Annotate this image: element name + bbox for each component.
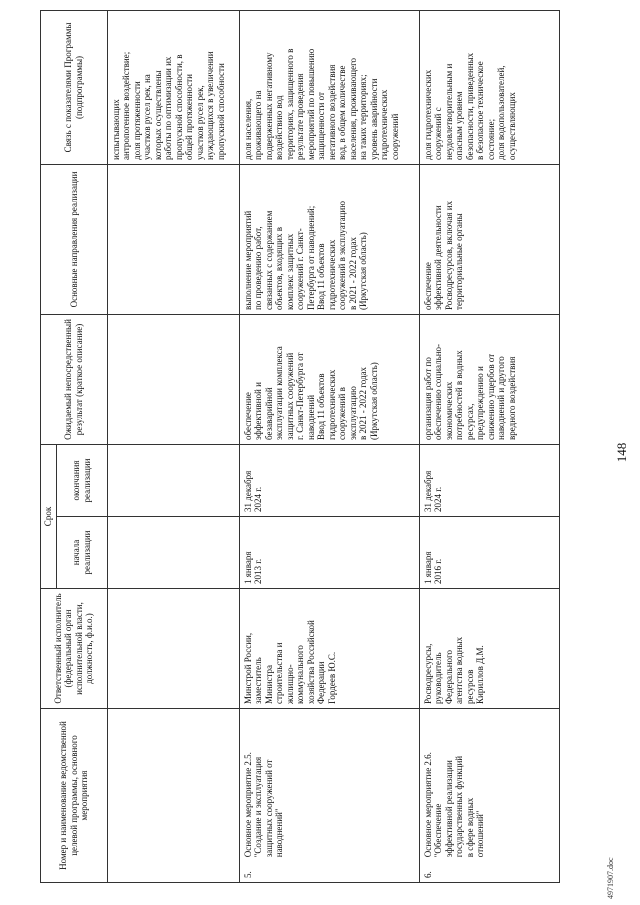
cell-line: руководитель xyxy=(433,652,444,704)
table-row xyxy=(239,10,419,882)
cell-line: сооружений с xyxy=(433,107,444,160)
cell-line: 31 декабря xyxy=(422,470,433,512)
cell-line: обеспечению социально- xyxy=(433,343,444,440)
cell-line: негативного воздействия xyxy=(326,64,337,160)
cell-line: ресурсов xyxy=(464,669,475,704)
cell-line: доля гидротехнических xyxy=(422,69,433,160)
cell-line: (Иркутская область) xyxy=(368,362,379,440)
cell-line: организация работ по xyxy=(422,357,433,440)
cell-line: обеспечение xyxy=(242,392,253,440)
cell-line: коммунального xyxy=(295,645,306,704)
cell-line: сооружений xyxy=(389,113,400,160)
row-name xyxy=(243,752,285,857)
cell-line: испытывающих xyxy=(110,99,121,160)
row-executor xyxy=(107,589,239,709)
cell-line: отношений" xyxy=(475,810,486,858)
cell-line: доля водопользователей, xyxy=(496,65,507,160)
row-directions xyxy=(239,164,419,314)
cell-line: территориях, защищенного в xyxy=(284,48,295,160)
cell-line: которых осуществлены xyxy=(152,70,163,160)
cell-line: эффективной реализации xyxy=(443,760,454,858)
cell-line: экономических xyxy=(443,381,454,440)
row-indicators xyxy=(419,10,559,164)
cell-line: заместитель xyxy=(253,657,264,704)
row-name-cell xyxy=(419,709,559,883)
cell-line: предупреждению и xyxy=(475,366,486,440)
cell-line: пропускной способности, в xyxy=(173,54,184,160)
cell-line: на таких территориях; xyxy=(358,74,369,160)
header-end: окончания реализации xyxy=(56,444,107,516)
cell-line: Основное мероприятие 2.5. xyxy=(242,752,253,858)
cell-line: защитных сооружений xyxy=(284,352,295,440)
row-executor xyxy=(239,589,419,709)
cell-line: эффективной и xyxy=(253,382,264,440)
cell-line: агентства водных xyxy=(454,636,465,704)
cell-line: состояние; xyxy=(485,118,496,160)
cell-line: сооружений в xyxy=(337,387,348,440)
cell-line: неудовлетворительным и xyxy=(443,63,454,160)
cell-line: Федерального xyxy=(443,649,454,704)
header-indicators: Связь с показателями Программы (подпрограммы) xyxy=(41,10,108,164)
row-executor xyxy=(419,589,559,709)
cell-line: участков русел рек, на xyxy=(142,74,153,160)
cell-line: комплекс защитных xyxy=(284,233,295,310)
cell-line: 2024 г. xyxy=(433,486,444,512)
cell-line: Ввод 11 объектов xyxy=(316,243,327,310)
header-row-1 xyxy=(41,10,57,882)
row-result xyxy=(239,314,419,444)
page-number: 148 xyxy=(614,442,629,463)
cell-line: государственных функций xyxy=(454,755,465,858)
cell-line: в сфере водных xyxy=(464,797,475,858)
cell-line: пропускной способности xyxy=(215,63,226,160)
cell-line: работы по оптимизации их xyxy=(163,56,174,160)
row-name-cell xyxy=(239,709,419,883)
cell-line: 1 января xyxy=(242,551,253,584)
cell-line: проживающего на xyxy=(253,90,264,160)
cell-line: опасным уровнем xyxy=(454,91,465,160)
row-end xyxy=(239,444,419,516)
cell-line: Ввод 11 объектов xyxy=(316,373,327,440)
cell-line: сооружений г. Санкт- xyxy=(295,228,306,310)
cell-line: снижению ущербов от xyxy=(485,353,496,440)
cell-line: по проведению работ, xyxy=(253,226,264,310)
cell-line: г. Санкт-Петербурга от xyxy=(295,352,306,440)
cell-line: участков русел рек, xyxy=(194,85,205,160)
row-name-cell xyxy=(107,709,239,883)
cell-line: защитных сооружений от xyxy=(263,759,274,858)
cell-line: в безопасное техническое xyxy=(475,61,486,160)
cell-line: жилищно- xyxy=(284,664,295,704)
cell-line: Росводресурсы, xyxy=(422,643,433,704)
cell-line: результате проведения xyxy=(295,73,306,160)
cell-line: Министра xyxy=(263,665,274,704)
cell-line: объектов, входящих в xyxy=(274,227,285,310)
table-row xyxy=(107,10,239,882)
row-indicators xyxy=(107,10,239,164)
cell-line: потребностей в водных xyxy=(454,350,465,440)
row-result xyxy=(107,314,239,444)
cell-line: вод, в общем количестве xyxy=(337,65,348,160)
header-executor: Ответственный исполнитель (федеральный орган исполнительной власти, должность, ф.и.о.) xyxy=(41,589,108,709)
cell-line: наводнений xyxy=(305,394,316,440)
cell-line: связанных с содержанием xyxy=(263,210,274,310)
header-result: Ожидаемый непосредственный результат (краткое описание) xyxy=(41,314,108,444)
cell-line: уровень аварийности xyxy=(368,78,379,160)
cell-line: в 2021 - 2022 годах xyxy=(347,236,358,310)
cell-line: 2013 г. xyxy=(253,558,264,584)
cell-line: 1 января xyxy=(422,551,433,584)
program-measures-table xyxy=(40,10,560,883)
cell-line: ресурсах, xyxy=(464,403,475,440)
cell-line: общей протяженности xyxy=(184,74,195,160)
cell-line: осуществляющих xyxy=(506,92,517,160)
cell-line: нуждающихся в увеличении xyxy=(205,51,216,160)
row-start xyxy=(107,517,239,589)
cell-line: эксплуатации комплекса xyxy=(274,346,285,440)
cell-line: Федерации xyxy=(316,661,327,704)
cell-line: в 2021 - 2022 годах xyxy=(358,366,369,440)
cell-line: Петербурга от наводнений; xyxy=(305,205,316,310)
cell-line: выполнение мероприятий xyxy=(242,210,253,310)
cell-line: территориальные органы xyxy=(454,213,465,310)
header-start: начала реализации xyxy=(56,517,107,589)
cell-line: антропогенное воздействие; xyxy=(121,51,132,160)
header-term: Срок xyxy=(41,444,57,588)
cell-line: "Обеспечение xyxy=(433,803,444,858)
cell-line: наводнений и другого xyxy=(496,356,507,440)
cell-line: доля протяженности xyxy=(131,81,142,160)
cell-line: населения, проживающего xyxy=(347,57,358,160)
cell-line: безаварийной xyxy=(263,387,274,440)
header-name: Номер и наименование ведомственной целевой программы, основного мероприятия xyxy=(41,709,108,883)
cell-line: гидротехнических xyxy=(326,369,337,440)
cell-line: обеспечение xyxy=(422,262,433,310)
cell-line: Основное мероприятие 2.6. xyxy=(422,752,433,858)
cell-line: строительства и xyxy=(274,642,285,704)
cell-line: Минстрой России, xyxy=(242,632,253,704)
cell-line: гидротехнических xyxy=(379,89,390,160)
cell-line: (Иркутская область) xyxy=(358,232,369,310)
cell-line: Кириллов Д.М. xyxy=(475,645,486,704)
row-directions xyxy=(107,164,239,314)
row-result xyxy=(419,314,559,444)
cell-line: Гордеев Ю.С. xyxy=(326,651,337,704)
row-indicators xyxy=(239,10,419,164)
cell-line: хозяйства Российской xyxy=(305,620,316,704)
row-start xyxy=(239,517,419,589)
row-directions xyxy=(419,164,559,314)
footer-file-code: 4971907.doc xyxy=(606,857,615,899)
cell-line: "Создание и эксплуатация xyxy=(253,756,264,858)
cell-line: 2016 г. xyxy=(433,558,444,584)
cell-line: эффективной деятельности xyxy=(433,205,444,310)
header-directions: Основные направления реализации xyxy=(41,164,108,314)
row-number: 6. xyxy=(422,871,433,878)
row-end xyxy=(419,444,559,516)
table-row xyxy=(419,10,559,882)
cell-line: защищенности от xyxy=(316,92,327,160)
row-start xyxy=(419,517,559,589)
cell-line: безопасности, приведенных xyxy=(464,52,475,160)
row-number: 5. xyxy=(242,871,253,878)
cell-line: воздействию вод xyxy=(274,95,285,160)
cell-line: мероприятий по повышению xyxy=(305,48,316,160)
cell-line: сооружений в эксплуатацию xyxy=(337,201,348,310)
cell-line: вредного воздействия xyxy=(506,356,517,440)
row-end xyxy=(107,444,239,516)
cell-line: эксплуатацию xyxy=(347,386,358,440)
cell-line: 31 декабря xyxy=(242,470,253,512)
cell-line: 2024 г. xyxy=(253,486,264,512)
cell-line: доля населения, xyxy=(242,98,253,160)
row-name xyxy=(423,752,486,857)
cell-line: подверженных негативному xyxy=(263,52,274,160)
cell-line: гидротехнических xyxy=(326,239,337,310)
cell-line: наводнений" xyxy=(274,808,285,858)
cell-line: Росводресурсов, включая их xyxy=(443,200,454,310)
